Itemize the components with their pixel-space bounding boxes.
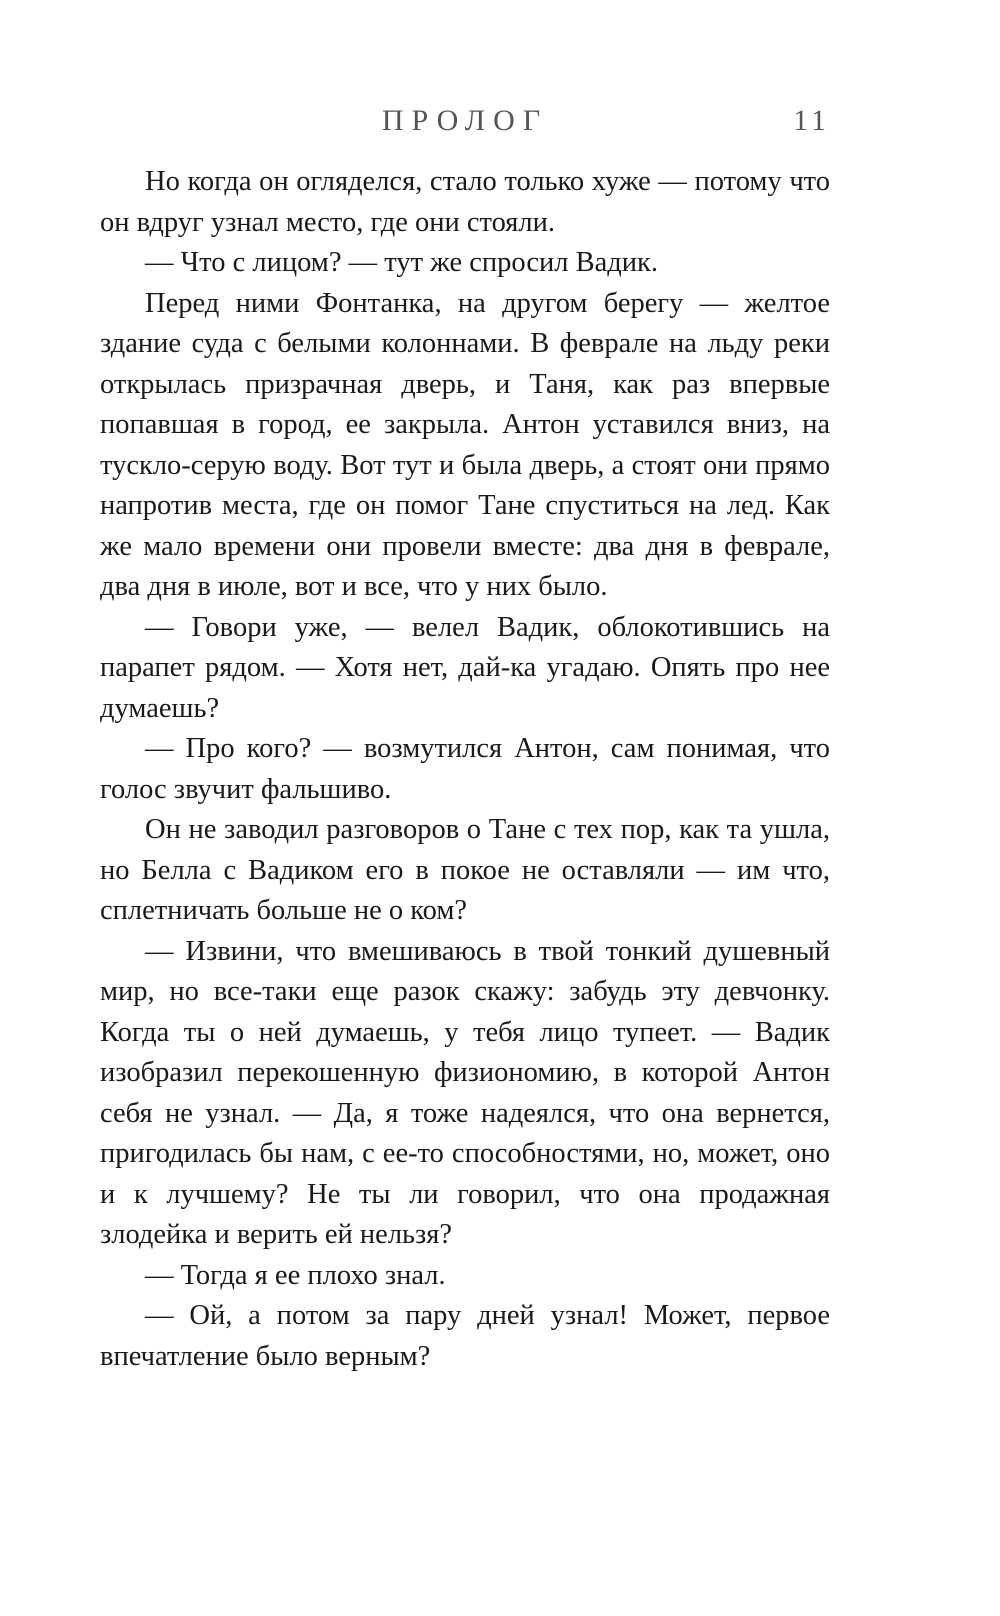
paragraph: — Что с лицом? — тут же спросил Вадик. [145, 247, 658, 278]
paragraph: — Ой, а потом за пару дней узнал! Может, первое впечатление было верным? [100, 1300, 830, 1372]
paragraph: — Говори уже, — велел Вадик, облокотившись на парапет рядом. — Хотя нет, дай-ка угадаю. Опять про нее думаешь? [100, 611, 830, 724]
paragraph: — Про кого? — возмутился Антон, сам понимая, что голос звучит фальшиво. [100, 733, 830, 805]
paragraph: Но когда он огляделся, стало только хуже — потому что он вдруг узнал место, где они стояли. [100, 166, 830, 238]
paragraph: — Извини, что вмешиваюсь в твой тонкий душевный мир, но все-таки еще разок скажу: забудь эту девчонку. Когда ты о ней думаешь, у тебя лицо тупеет. — Вадик изобразил перекошенную физиономию, в которой Антон себя не узнал. — Да, я тоже надеялся, что она вернется, пригодилась бы нам, с ее-то способностями, но, может, оно и к лучшему? Не ты ли говорил, что она продажная злодейка и верить ей нельзя? [100, 935, 830, 1250]
paragraph: Перед ними Фонтанка, на другом берегу — желтое здание суда с белыми колоннами. В феврале на льду реки открылась призрачная дверь, и Таня, как раз впервые попавшая в город, ее закрыла. Антон уставился вниз, на тускло-серую воду. Вот тут и была дверь, а стоят они прямо напротив места, где он помог Тане спуститься на лед. Как же мало времени они провели вместе: два дня в феврале, два дня в июле, вот и все, что у них было. [100, 287, 830, 602]
paragraph: — Тогда я ее плохо знал. [145, 1259, 446, 1291]
body-text [100, 162, 830, 1377]
running-header [100, 104, 830, 144]
paragraph: Он не заводил разговоров о Тане с тех пор, как та ушла, но Белла с Вадиком его в покое не оставляли — им что, сплетничать больше не о ком? [100, 814, 830, 926]
section-title: ПРОЛОГ [381, 104, 549, 137]
page-number: 11 [793, 104, 830, 137]
